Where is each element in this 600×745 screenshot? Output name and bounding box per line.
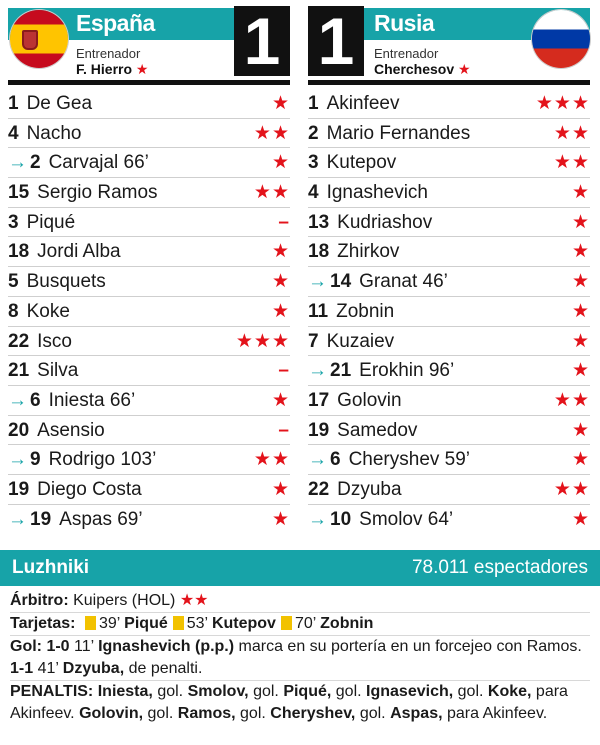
player-name: Smolov 64’ (359, 508, 454, 530)
player-name: Jordi Alba (37, 241, 121, 263)
player-rating: ★★ (253, 449, 290, 471)
player-number: 7 (308, 330, 319, 352)
player-name: Diego Costa (37, 478, 142, 500)
player-row (8, 208, 290, 238)
player-number: 21 (330, 360, 352, 382)
player-number: 9 (30, 449, 41, 471)
team-name: Rusia (374, 10, 435, 36)
player-rating: ★★ (553, 389, 590, 411)
player-name: Isco (37, 330, 72, 352)
player-name: Koke (26, 300, 70, 322)
player-number: 13 (308, 211, 330, 233)
player-number: 1 (308, 93, 319, 114)
player-row (308, 505, 590, 535)
player-number: 4 (8, 122, 19, 144)
player-rating: ★ (271, 93, 290, 114)
player-name: Busquets (26, 271, 106, 293)
coach-rating: ★ (135, 61, 149, 77)
player-rating: ★★★ (235, 330, 290, 352)
player-row (308, 119, 590, 149)
player-number: 22 (8, 330, 30, 352)
player-number: 19 (308, 419, 330, 441)
substitution-arrow-icon: → (8, 152, 27, 174)
player-number: 22 (308, 478, 330, 500)
player-rating: – (278, 360, 290, 382)
player-number: 11 (308, 300, 329, 322)
yellow-card-icon (173, 616, 184, 630)
player-row (308, 386, 590, 416)
attendance: 78.011 espectadores (411, 557, 588, 578)
player-rating: ★ (271, 478, 290, 500)
venue-bar (0, 550, 600, 586)
substitution-arrow-icon: → (8, 508, 27, 530)
player-rating: ★ (571, 360, 590, 382)
russia-flag-icon (532, 10, 590, 68)
coach-rating: ★ (458, 61, 471, 77)
player-list (308, 89, 590, 534)
player-number: 3 (8, 211, 19, 233)
player-number: 1 (8, 93, 19, 114)
divider (8, 80, 290, 85)
player-rating: ★★ (553, 122, 590, 144)
team-header (308, 6, 590, 76)
player-number: 5 (8, 271, 19, 293)
substitution-arrow-icon: → (308, 508, 327, 530)
player-name: Iniesta 66’ (48, 389, 136, 411)
player-row (8, 119, 290, 149)
player-row (8, 267, 290, 297)
coach-label: Entrenador (374, 46, 439, 61)
spain-flag-icon (10, 10, 68, 68)
player-rating: ★★ (553, 152, 590, 174)
player-name: Cheryshev 59’ (348, 449, 471, 471)
player-row (308, 148, 590, 178)
player-row (8, 505, 290, 535)
player-name: Kudriashov (337, 211, 433, 233)
player-rating: ★ (571, 211, 590, 233)
player-number: 6 (330, 449, 341, 471)
substitution-arrow-icon: → (308, 449, 327, 471)
player-row (8, 475, 290, 505)
player-number: 19 (8, 478, 30, 500)
player-number: 10 (330, 508, 352, 530)
player-number: 19 (30, 508, 52, 530)
coach-label: Entrenador (76, 46, 141, 61)
score-box: 1 (308, 6, 364, 76)
player-rating: ★ (571, 508, 590, 530)
player-number: 21 (8, 360, 30, 382)
match-info (0, 550, 600, 725)
player-name: Piqué (26, 211, 76, 233)
player-number: 20 (8, 419, 30, 441)
player-name: Aspas 69’ (59, 508, 143, 530)
yellow-card-icon (281, 616, 292, 630)
player-name: Dzyuba (337, 478, 402, 500)
player-name: Akinfeev (326, 93, 400, 114)
player-rating: ★ (271, 508, 290, 530)
player-row (308, 356, 590, 386)
team-column-russia (308, 6, 590, 534)
player-row (8, 89, 290, 119)
player-row (308, 208, 590, 238)
player-rating: ★★★ (535, 93, 590, 114)
player-list (8, 89, 290, 534)
divider (308, 80, 590, 85)
player-number: 4 (308, 182, 319, 204)
player-rating: ★★ (253, 182, 290, 204)
player-name: De Gea (26, 93, 93, 114)
player-row (8, 178, 290, 208)
referee-name: Kuipers (HOL) (73, 592, 176, 609)
player-rating: ★ (571, 300, 590, 322)
player-row (308, 297, 590, 327)
player-number: 17 (308, 389, 330, 411)
player-row (308, 267, 590, 297)
score-box: 1 (234, 6, 290, 76)
player-name: Golovin (337, 389, 402, 411)
player-number: 14 (330, 271, 352, 293)
player-rating: ★ (271, 152, 290, 174)
player-row (308, 89, 590, 119)
player-name: Zhirkov (337, 241, 400, 263)
player-name: Kuzaiev (326, 330, 395, 352)
player-name: Ignashevich (326, 182, 428, 204)
substitution-arrow-icon: → (308, 271, 327, 293)
player-row (8, 356, 290, 386)
player-number: 3 (308, 152, 319, 174)
player-number: 18 (8, 241, 30, 263)
player-row (8, 297, 290, 327)
player-row (8, 327, 290, 357)
goals-line: Gol: 1-0 11’ Ignashevich (p.p.) marca en su portería en un forcejeo con Ramos. 1-1 41’ Dzyuba, de penalti. (10, 636, 590, 681)
player-row (308, 416, 590, 446)
player-name: Asensio (37, 419, 105, 441)
player-rating: ★ (271, 300, 290, 322)
player-name: Carvajal 66’ (48, 152, 149, 174)
player-row (308, 178, 590, 208)
yellow-card-icon (85, 616, 96, 630)
player-name: Rodrigo 103’ (48, 449, 157, 471)
player-number: 8 (8, 300, 19, 322)
referee-rating: ★★ (179, 592, 209, 609)
coach-name: F. Hierro ★ (76, 61, 149, 77)
player-row (308, 237, 590, 267)
player-name: Erokhin 96’ (359, 360, 455, 382)
team-header (8, 6, 290, 76)
team-name: España (76, 10, 155, 36)
team-column-spain (8, 6, 290, 534)
player-row (8, 148, 290, 178)
player-name: Kutepov (326, 152, 397, 174)
player-row (8, 237, 290, 267)
player-number: 6 (30, 389, 41, 411)
player-number: 2 (30, 152, 41, 174)
player-rating: ★ (571, 419, 590, 441)
stadium-name: Luzhniki (12, 557, 90, 578)
player-row (8, 386, 290, 416)
player-rating: ★ (271, 389, 290, 411)
player-rating: – (278, 211, 290, 233)
player-rating: – (278, 419, 290, 441)
player-row (308, 475, 590, 505)
player-rating: ★ (571, 241, 590, 263)
player-number: 18 (308, 241, 330, 263)
coach-name: Cherchesov ★ (374, 61, 471, 77)
player-name: Silva (37, 360, 79, 382)
player-row (308, 445, 590, 475)
penalties-line: PENALTIS: Iniesta, gol. Smolov, gol. Piqué, gol. Ignasevich, gol. Koke, para Akinfeev. Golovin, gol. Ramos, gol. Cheryshev, gol. Aspas, para Akinfeev. (10, 683, 568, 722)
player-rating: ★ (571, 271, 590, 293)
player-rating: ★ (271, 271, 290, 293)
cards-line: Tarjetas: 39’ Piqué 53’ Kutepov 70’ Zobnin (10, 613, 590, 636)
player-name: Samedov (337, 419, 418, 441)
player-name: Zobnin (336, 300, 395, 322)
player-rating: ★ (571, 449, 590, 471)
player-row (8, 416, 290, 446)
referee-line: Árbitro: Kuipers (HOL) ★★ (10, 590, 590, 613)
substitution-arrow-icon: → (308, 360, 327, 382)
player-rating: ★★ (553, 478, 590, 500)
player-number: 2 (308, 122, 319, 144)
substitution-arrow-icon: → (8, 389, 27, 411)
match-details (0, 586, 600, 725)
player-name: Mario Fernandes (326, 122, 471, 144)
player-rating: ★ (271, 241, 290, 263)
player-rating: ★ (571, 330, 590, 352)
player-name: Nacho (26, 122, 82, 144)
player-row (308, 327, 590, 357)
substitution-arrow-icon: → (8, 449, 27, 471)
player-number: 15 (8, 182, 30, 204)
player-name: Sergio Ramos (37, 182, 158, 204)
player-row (8, 445, 290, 475)
player-rating: ★ (571, 182, 590, 204)
player-rating: ★★ (253, 122, 290, 144)
player-name: Granat 46’ (359, 271, 448, 293)
